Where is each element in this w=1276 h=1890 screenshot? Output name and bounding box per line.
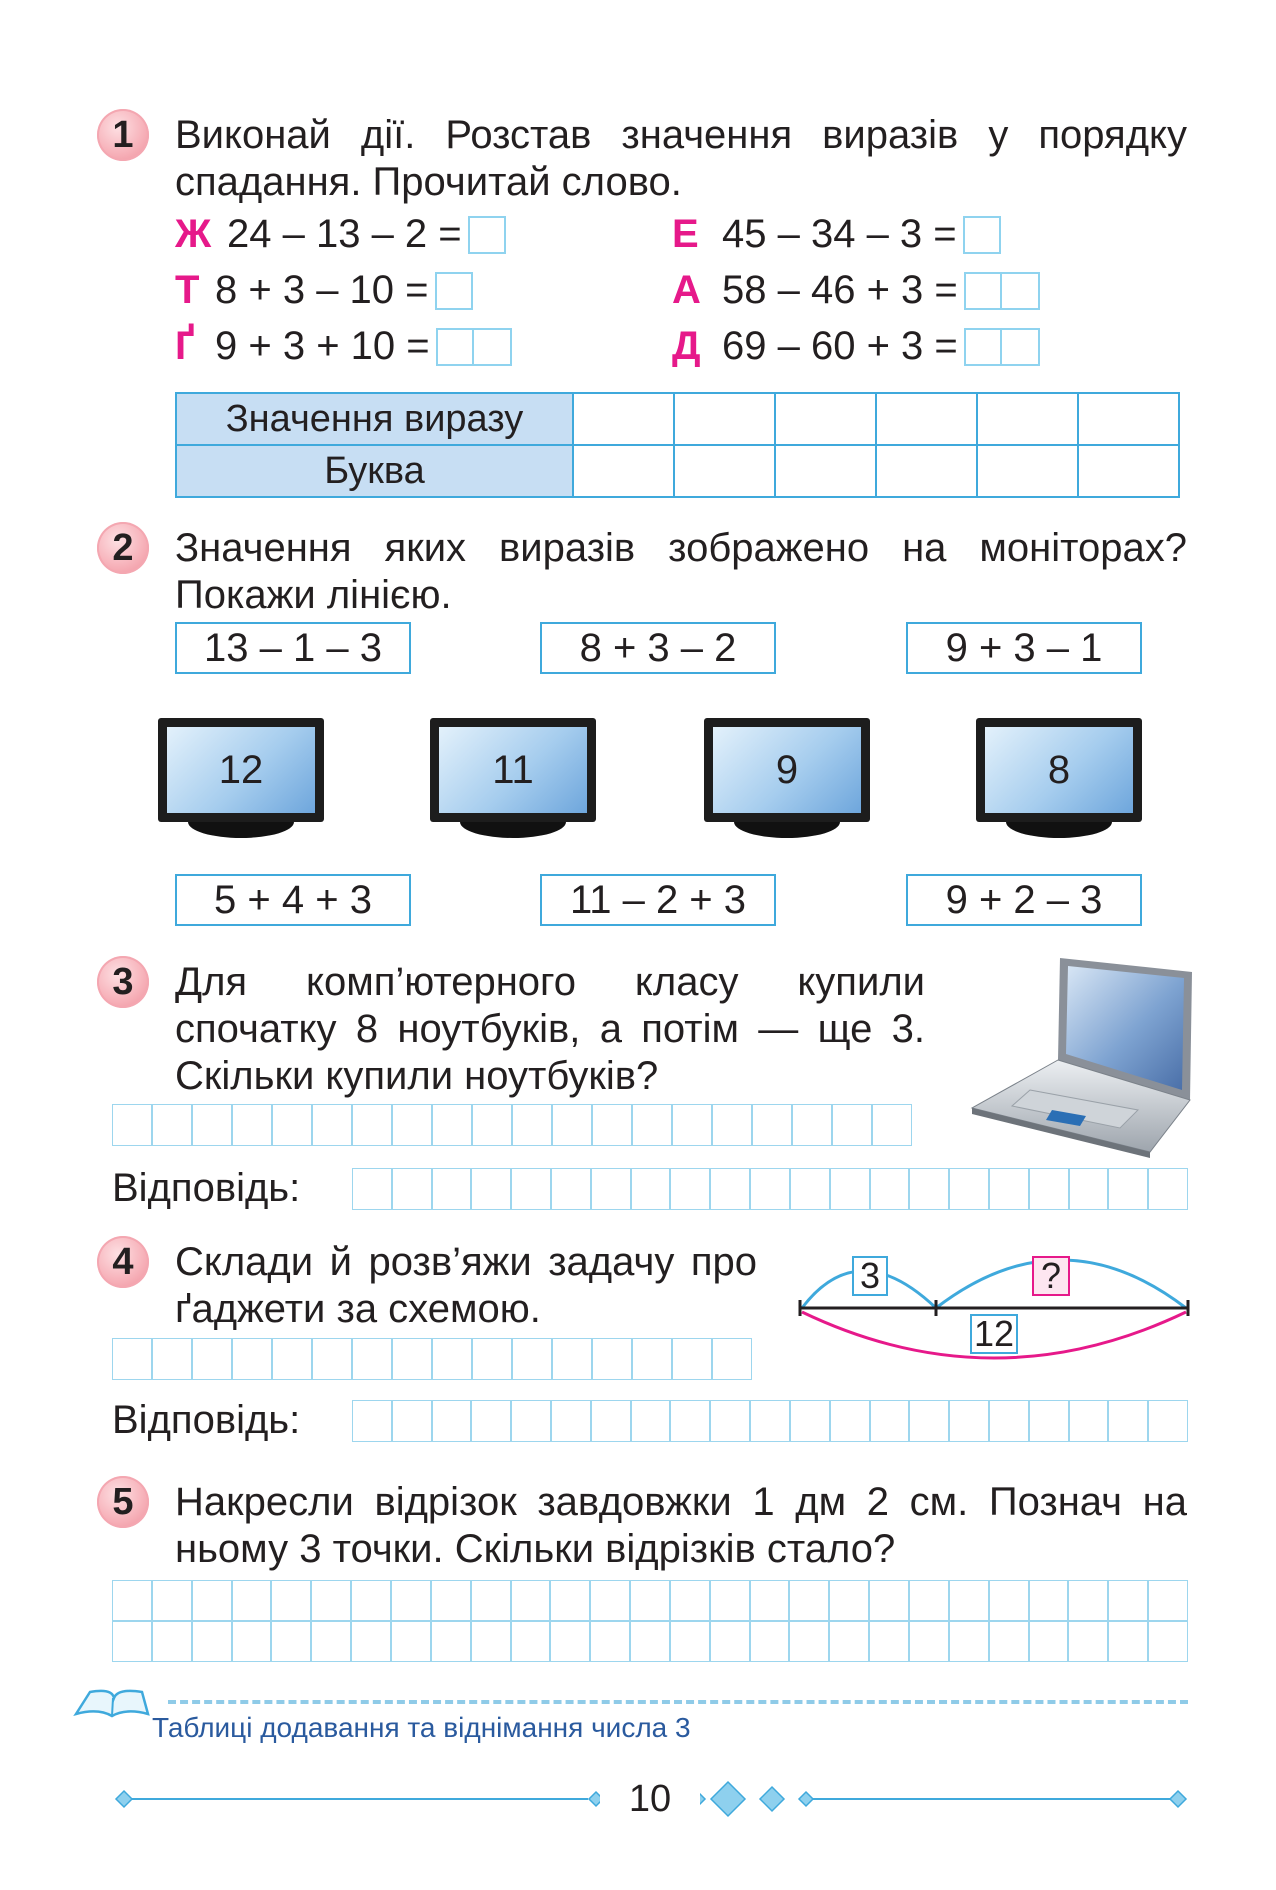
letter-zh: Ж	[175, 212, 212, 256]
answer-cell[interactable]	[474, 328, 512, 366]
answer-grid[interactable]	[352, 1168, 1188, 1210]
expression-zh	[175, 212, 506, 257]
monitor-stand	[1006, 822, 1112, 838]
scheme-diagram	[796, 1244, 1192, 1364]
table-cell[interactable]	[876, 445, 977, 497]
monitor-stand	[734, 822, 840, 838]
answer-cell[interactable]	[436, 328, 474, 366]
answer-cell[interactable]	[1002, 328, 1040, 366]
footer-topic: Таблиці додавання та віднімання числа 3	[152, 1712, 691, 1743]
table-cell[interactable]	[977, 393, 1078, 445]
answer-cell[interactable]	[468, 216, 506, 254]
expression-box[interactable]: 5 + 4 + 3	[175, 874, 411, 926]
answer-cell[interactable]	[963, 216, 1001, 254]
expr-text: 9 + 3 + 10 =	[215, 324, 430, 368]
scheme-total: 12	[970, 1314, 1018, 1354]
table-cell[interactable]	[775, 445, 876, 497]
expression-box[interactable]: 9 + 3 – 1	[906, 622, 1142, 674]
work-grid[interactable]	[112, 1580, 1188, 1662]
monitor[interactable]	[430, 718, 596, 838]
answer-cell[interactable]	[435, 272, 473, 310]
table-cell[interactable]	[1078, 445, 1179, 497]
letter-t: Т	[175, 268, 200, 312]
table-cell[interactable]	[674, 445, 775, 497]
expr-text: 58 – 46 + 3 =	[722, 268, 958, 312]
task3-text: Для комп’ютерного класу купили спочатку 8 ноутбуків, а потім — ще 3. Скільки купили ноутбуків?	[175, 960, 925, 1098]
row-label-letter: Буква	[176, 445, 573, 497]
table-cell[interactable]	[775, 393, 876, 445]
table-cell[interactable]	[1078, 393, 1179, 445]
letter-a: А	[672, 268, 701, 312]
monitor-stand	[460, 822, 566, 838]
task-number-3: 3	[97, 956, 149, 1008]
table-row	[176, 445, 1179, 497]
table-row	[176, 393, 1179, 445]
answer-table	[175, 392, 1180, 498]
expr-text: 45 – 34 – 3 =	[722, 212, 957, 256]
monitor-screen: 9	[713, 727, 861, 813]
monitor[interactable]	[976, 718, 1142, 838]
answer-cell[interactable]	[964, 272, 1002, 310]
monitor[interactable]	[704, 718, 870, 838]
expr-text: 69 – 60 + 3 =	[722, 324, 958, 368]
expression-e	[672, 212, 1001, 257]
expression-box[interactable]: 11 – 2 + 3	[540, 874, 776, 926]
expression-box[interactable]: 9 + 2 – 3	[906, 874, 1142, 926]
monitor-screen: 11	[439, 727, 587, 813]
answer-cell[interactable]	[1002, 272, 1040, 310]
expr-text: 24 – 13 – 2 =	[227, 212, 462, 256]
scheme-part1: 3	[852, 1256, 888, 1296]
monitor-stand	[188, 822, 294, 838]
row-label-value: Значення виразу	[176, 393, 573, 445]
answer-label: Відповідь:	[112, 1398, 301, 1442]
scheme-unknown: ?	[1032, 1256, 1070, 1296]
table-cell[interactable]	[674, 393, 775, 445]
expression-a	[672, 268, 1040, 313]
task2-text: Значення яких виразів зображено на моніторах? Покажи лінією.	[175, 526, 1187, 617]
task-number-4: 4	[97, 1236, 149, 1288]
task4-text: Склади й розв’яжи задачу про ґаджети за схемою.	[175, 1240, 757, 1331]
task-number-1: 1	[97, 109, 149, 161]
expression-d	[672, 324, 1040, 369]
expr-text: 8 + 3 – 10 =	[215, 268, 429, 312]
page-number: 10	[600, 1778, 700, 1820]
table-cell[interactable]	[977, 445, 1078, 497]
letter-e: Е	[672, 212, 699, 256]
table-cell[interactable]	[573, 393, 674, 445]
laptop-icon	[960, 950, 1196, 1160]
monitor[interactable]	[158, 718, 324, 838]
table-cell[interactable]	[876, 393, 977, 445]
answer-cell[interactable]	[964, 328, 1002, 366]
expression-box[interactable]: 13 – 1 – 3	[175, 622, 411, 674]
monitor-screen: 8	[985, 727, 1133, 813]
answer-grid[interactable]	[352, 1400, 1188, 1442]
expression-g	[175, 324, 512, 369]
letter-g: Ґ	[175, 324, 195, 368]
task-number-5: 5	[97, 1476, 149, 1528]
work-grid[interactable]	[112, 1104, 912, 1146]
table-cell[interactable]	[573, 445, 674, 497]
expression-box[interactable]: 8 + 3 – 2	[540, 622, 776, 674]
answer-label: Відповідь:	[112, 1166, 301, 1210]
footer-divider	[168, 1700, 1188, 1704]
task5-text: Накресли відрізок завдовжки 1 дм 2 см. Познач на ньому 3 точки. Скільки відрізків стало?	[175, 1480, 1187, 1571]
expression-t	[175, 268, 473, 313]
book-icon	[72, 1684, 152, 1720]
letter-d: Д	[672, 324, 701, 368]
task-number-2: 2	[97, 522, 149, 574]
monitor-screen: 12	[167, 727, 315, 813]
work-grid[interactable]	[112, 1338, 752, 1380]
task1-text: Виконай дії. Розстав значення виразів у порядку спадання. Прочитай слово.	[175, 113, 1187, 204]
